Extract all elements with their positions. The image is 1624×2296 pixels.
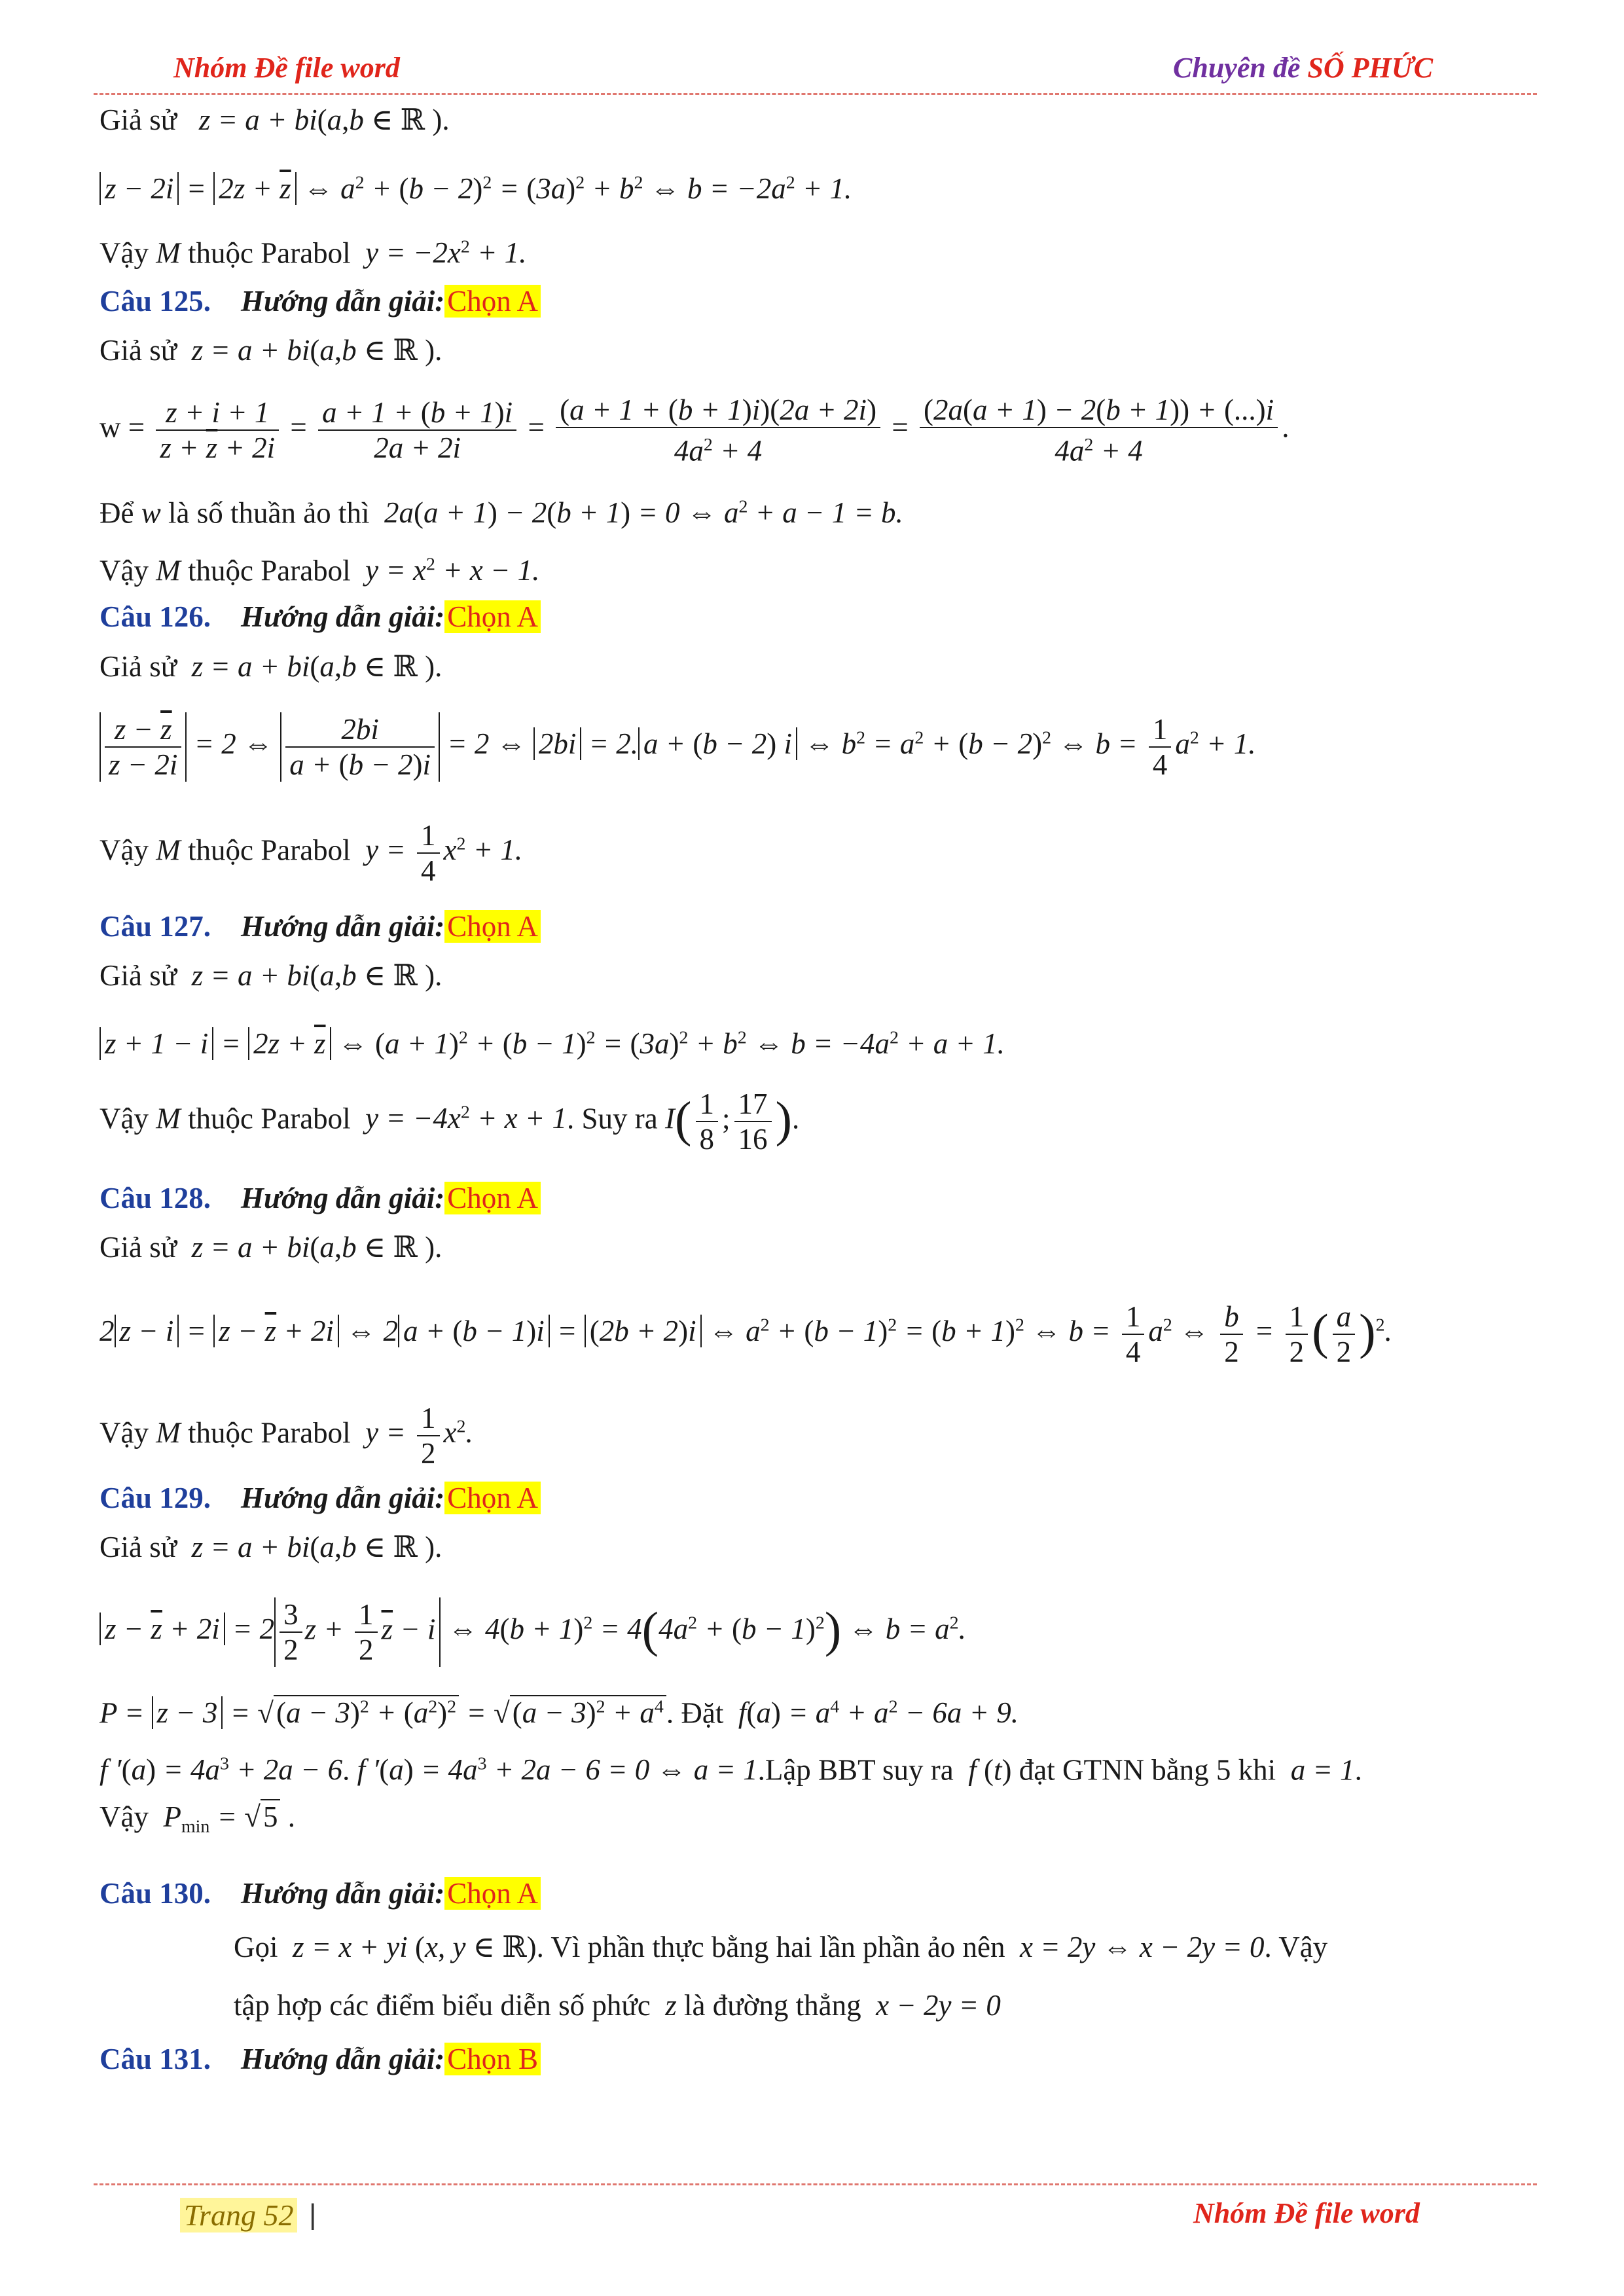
line-128-eq: 2 $z - i = z - \overline{z} + 2i$ ⇔ 2 a + (b − 1)i = (2b + 2)i ⇔ $a^2 + (b - 1)^2 = (b + 1)^2$ ⇔ b = $\frac{1}{4}$ $a^2$ ⇔ $\frac{b}{2}$ = $\frac{1}{2}$ ( $\frac{a}{2}$ )$^2$. [99, 1300, 1392, 1368]
line-127-eq: $z + 1 - i = 2z + \overline{z}$ ⇔ $(a + 1)^2 + (b - 1)^2 = (3a)^2 + b^2$ ⇔ $b = -4a^2 + a + 1$. [99, 1019, 1005, 1063]
hd-label: Hướng dẫn giải: [241, 285, 445, 318]
line-129-deriv: f $'(a) = 4a^3 + 2a - 6$. f $'(a) = 4a^3 + 2a - 6 = 0$ ⇔ a = 1.Lập BBT suy ra f (t) đạt GTNN bằng 5 khi a = 1. [99, 1753, 1362, 1787]
line-124-eq: $z - 2i = 2z + \overline{z}$ ⇔ $a^2 + (b - 2)^2 = (3a)^2 + b^2$ ⇔ $b = -2a^2 + 1$. [99, 164, 852, 208]
line-124-vay: Vậy M thuộc Parabol $y = -2x^2 + 1$. [99, 236, 527, 270]
line-129-eq: $z - \overline{z} + 2i = 2$ $\frac{3}{2}$ z + $\frac{1}{2}$ $\overline{z} - i$ ⇔ $4(b + 1)^2 = 4(4a^2 + (b - 1)^2)$ ⇔ $b = a^2$. [99, 1597, 966, 1667]
cau-number: Câu 125. [99, 285, 211, 318]
line-125-vay: Vậy M thuộc Parabol $y = x^2 + x - 1$. [99, 554, 540, 587]
line-gia-su-128: Giả sử z = a + bi(a,b ∈ ℝ ). [99, 1231, 442, 1264]
cau-129-heading: Câu 129. Hướng dẫn giải:Chọn A [99, 1478, 541, 1518]
header-right-emph: SỐ PHỨC [1307, 52, 1434, 84]
thuoc-label: thuộc Parabol [187, 236, 351, 270]
line-127-vay: Vậy M thuộc Parabol $y = -4x^2 + x + 1$. Suy ra I( $\frac{1}{8}$ ; $\frac{17}{16}$ ). [99, 1087, 800, 1156]
line-128-vay: Vậy M thuộc Parabol y = $\frac{1}{2}$ $x^2$. [99, 1402, 473, 1470]
cau-130-heading: Câu 130. Hướng dẫn giải:Chọn A [99, 1874, 541, 1913]
answer-choice: Chọn A [444, 285, 541, 318]
header-right-prefix: Chuyên đề [1173, 52, 1308, 84]
line-130-b: tập hợp các điểm biểu diễn số phức z là đường thẳng x − 2y = 0 [234, 1989, 1001, 2022]
line-126-vay: Vậy M thuộc Parabol y = $\frac{1}{4}$ $x^2 + 1$. [99, 819, 523, 887]
line-126-eq: $\frac{z - \overline{z}}{z - 2i}$ = 2 ⇔ $\frac{2bi}{a + (b - 2)i}$ = 2 ⇔ 2bi = 2. a + (b − 2) i ⇔ $b^2 = a^2 + (b - 2)^2$ ⇔ b = $\frac{1}{4}$ $a^2 + 1$. [99, 712, 1256, 782]
cau-125-heading [99, 282, 541, 321]
cau-131-heading: Câu 131. Hướng dẫn giải:Chọn B [99, 2039, 541, 2079]
gia-su-label: Giả sử [99, 103, 177, 136]
header-left: Nhóm Đề file word [173, 52, 400, 84]
line-129-vay: Vậy $P_{min} = √5$ . [99, 1800, 295, 1837]
line-gia-su-129: Giả sử z = a + bi(a,b ∈ ℝ ). [99, 1531, 442, 1563]
footer-rule [94, 2183, 1537, 2185]
line-125-w: w = $\frac{z + i + 1}{z + \overline{z} + 2i}$ = $\frac{a + 1 + (b + 1)i}{2a + 2i}$ = $\frac{(a + 1 + (b + 1)i)(2a + 2i)}{4a^2 + 4}$ = $\frac{(2a(a + 1) - 2(b + 1)) + (...)i}{4a^2 + 4}$ . [99, 393, 1290, 467]
line-gia-su-125: Giả sử z = a + bi(a,b ∈ ℝ ). [99, 334, 442, 367]
line-129-p: $P = z - 3 = √(a - 3)^2 + (a^2)^2 = √(a - 3)^2 + a^4$. Đặt $f(a) = a^4 + a^2 - 6a + 9$. [99, 1696, 1019, 1730]
line-125-dk: Để w là số thuần ảo thì 2a(a + 1) − 2(b + 1) = 0 ⇔ $a^2 + a - 1 = b$. [99, 496, 903, 530]
header-right [1173, 51, 1433, 84]
footer-right: Nhóm Đề file word [1193, 2197, 1420, 2229]
line-gia-su-124: Giả sử z = a + bi(a,b ∈ ℝ ). [99, 103, 450, 136]
cau-127-heading: Câu 127. Hướng dẫn giải:Chọn A [99, 907, 541, 946]
header-rule [94, 93, 1537, 95]
cau-126-heading: Câu 126. Hướng dẫn giải:Chọn A [99, 597, 541, 636]
footer-page-number: Trang 52 [180, 2198, 297, 2232]
line-gia-su-127: Giả sử z = a + bi(a,b ∈ ℝ ). [99, 959, 442, 992]
footer-separator: | [309, 2198, 317, 2231]
cau-128-heading: Câu 128. Hướng dẫn giải:Chọn A [99, 1178, 541, 1218]
vay-label: Vậy [99, 236, 149, 270]
line-130-a: Gọi z = x + yi (x, y ∈ ℝ). Vì phần thực bằng hai lần phần ảo nên x = 2y ⇔ x − 2y = 0. Vậy [234, 1931, 1328, 1963]
line-gia-su-126: Giả sử z = a + bi(a,b ∈ ℝ ). [99, 650, 442, 683]
